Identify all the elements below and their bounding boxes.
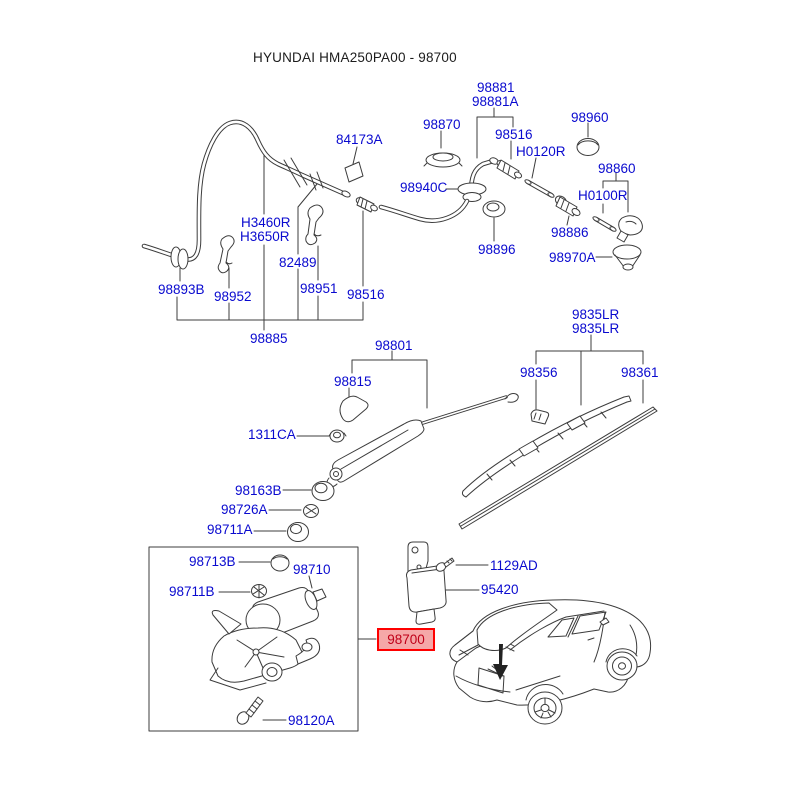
part-label-98860-7: 98860 bbox=[598, 161, 636, 176]
part-label-h0100r-8: H0100R bbox=[578, 188, 628, 203]
part-label-98951-18: 98951 bbox=[300, 281, 338, 296]
part-label-98356-25: 98356 bbox=[520, 365, 558, 380]
highlighted-part-number: 98700 bbox=[377, 628, 435, 651]
part-label-98801-21: 98801 bbox=[375, 338, 413, 353]
part-label-98726a-29: 98726A bbox=[221, 502, 268, 517]
part-label-98361-26: 98361 bbox=[621, 365, 659, 380]
part-label-9835lr-23: 9835LR bbox=[572, 307, 620, 322]
part-label-98870-1: 98870 bbox=[423, 117, 461, 132]
part-label-h3650r-14: H3650R bbox=[240, 229, 290, 244]
part-label-98710-32: 98710 bbox=[293, 562, 331, 577]
part-label-95420-35: 95420 bbox=[481, 582, 519, 597]
part-label-98516-19: 98516 bbox=[347, 287, 385, 302]
part-label-98711b-33: 98711B bbox=[169, 584, 215, 599]
part-label-98881-2: 98881 bbox=[477, 80, 515, 95]
part-label-98896-11: 98896 bbox=[478, 242, 516, 257]
part-label-1129ad-34: 1129AD bbox=[490, 558, 538, 573]
part-label-h3460r-13: H3460R bbox=[241, 215, 291, 230]
part-label-98120a-36: 98120A bbox=[288, 713, 335, 728]
part-label-98516-4: 98516 bbox=[495, 127, 533, 142]
part-label-98886-10: 98886 bbox=[551, 225, 589, 240]
part-label-h0120r-5: H0120R bbox=[516, 144, 566, 159]
diagram-title: HYUNDAI HMA250PA00 - 98700 bbox=[253, 50, 457, 65]
part-label-84173a-0: 84173A bbox=[336, 132, 383, 147]
part-label-98881a-3: 98881A bbox=[472, 94, 519, 109]
part-label-82489-15: 82489 bbox=[279, 255, 317, 270]
part-label-1311ca-27: 1311CA bbox=[248, 427, 296, 442]
part-label-98960-6: 98960 bbox=[571, 110, 609, 125]
part-label-9835lr-24: 9835LR bbox=[572, 321, 620, 336]
part-label-98713b-31: 98713B bbox=[189, 554, 236, 569]
part-label-98885-20: 98885 bbox=[250, 331, 288, 346]
part-label-98970a-12: 98970A bbox=[549, 250, 596, 265]
part-label-98893b-16: 98893B bbox=[158, 282, 205, 297]
part-label-98940c-9: 98940C bbox=[400, 180, 448, 195]
part-label-98952-17: 98952 bbox=[214, 289, 252, 304]
part-label-98163b-28: 98163B bbox=[235, 483, 282, 498]
part-label-98815-22: 98815 bbox=[334, 374, 372, 389]
part-label-98711a-30: 98711A bbox=[207, 522, 253, 537]
